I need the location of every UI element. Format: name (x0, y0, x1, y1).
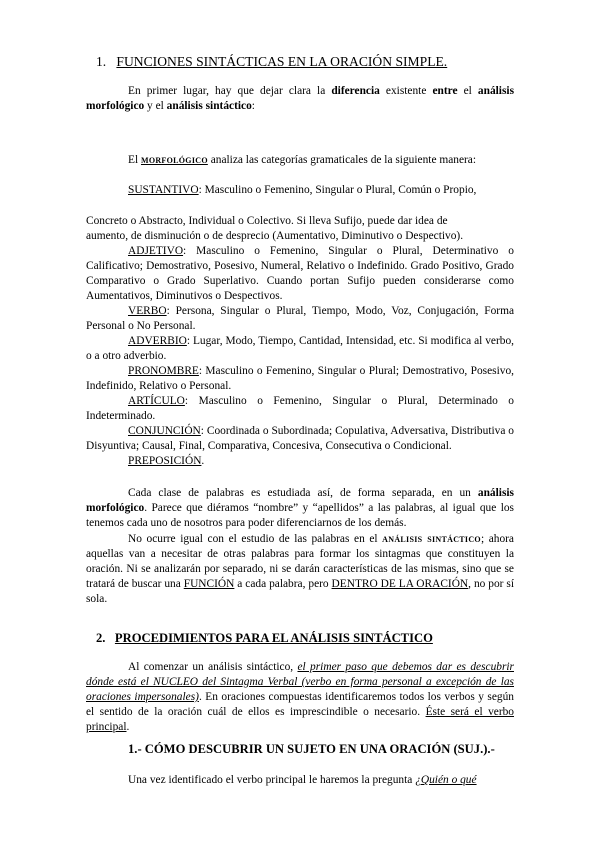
section-1-title: FUNCIONES SINTÁCTICAS EN LA ORACIÓN SIMPLE. (116, 54, 448, 69)
analisis-sintactico-term: análisis sintáctico (382, 533, 481, 545)
category-list (86, 244, 514, 469)
category-sustantivo-continued: Concreto o Abstracto, Individual o Colectivo. Si lleva Sufijo, puede dar idea de aumento, de disminución o de desprecio (Aumentativo, Diminutivo o Despectivo). (86, 215, 464, 242)
category-adjetivo: ADJETIVO: Masculino o Femenino, Singular o Plural, Determinativo o Calificativo; Demostrativo, Posesivo, Numeral, Relativo o Indefinido. Grado Positivo, Grado Comparativo o Grado Superlativo. Cuando portan Sufijo pueden considerarse como Aumentativos, Diminutivos o Despectivos. (86, 245, 514, 302)
morfologico-term: morfológico (140, 154, 208, 166)
morfologico-line: El morfológico analiza las categorías gramaticales de la siguiente manera: (128, 154, 477, 166)
section-2-number: 2. (96, 631, 106, 645)
category-adverbio: ADVERBIO: Lugar, Modo, Tiempo, Cantidad, Intensidad, etc. Si modifica al verbo, o a otro adverbio. (86, 335, 514, 362)
intro-paragraph: En primer lugar, hay que dejar clara la diferencia existente entre el análisis morfológico y el análisis sintáctico: (86, 85, 515, 112)
section-1-heading (96, 54, 516, 70)
category-conjuncion: CONJUNCIÓN: Coordinada o Subordinada; Copulativa, Adversativa, Distributiva o Disyuntiva; Causal, Final, Comparativa, Concesiva, Consecutiva o Condicional. (86, 425, 514, 452)
category-sustantivo: SUSTANTIVO: Masculino o Femenino, Singular o Plural, Común o Propio, (128, 184, 477, 196)
category-verbo: VERBO: Persona, Singular o Plural, Tiempo, Modo, Voz, Conjugación, Forma Personal o No Personal. (86, 305, 514, 332)
category-articulo: ARTÍCULO: Masculino o Femenino, Singular o Plural, Determinado o Indeterminado. (86, 395, 514, 422)
paragraph-cada-clase: Cada clase de palabras es estudiada así, de forma separada, en un análisis morfológico. Parece que diéramos “nombre” y “apellidos” a las palabras, al igual que los tenemos cada uno de nosotros para poder diferenciarnos de los demás. (86, 487, 514, 529)
paragraph-una-vez: Una vez identificado el verbo principal le haremos la pregunta ¿Quién o qué (128, 774, 477, 786)
section-2-heading (96, 630, 516, 646)
section-2-title: PROCEDIMIENTOS PARA EL ANÁLISIS SINTÁCTICO (114, 631, 433, 645)
paragraph-al-comenzar: Al comenzar un análisis sintáctico, el primer paso que debemos dar es descubrir dónde está el NUCLEO del Sintagma Verbal (verbo en forma personal a excepción de las oraciones impersonales). En oraciones compuestas identificaremos todos los verbos y según el sentido de la oración cuál de ellos es imprescindible o necesario. Éste será el verbo principal. (86, 661, 514, 733)
first-step-emphasis: el primer paso que debemos dar es descubrir dónde está el NUCLEO del Sintagma Verbal (verbo en forma personal a excepción de las oraciones impersonales) (86, 661, 514, 703)
paragraph-no-ocurre: No ocurre igual con el estudio de las palabras en el análisis sintáctico; ahora aquellas van a necesitar de otras palabras para formar los sintagmas que constituyen la oración. Ni se analizarán por separado, ni se darán características de las mismas, sino que se tratará de buscar una FUNCIÓN a cada palabra, pero DENTRO DE LA ORACIÓN, no por sí sola. (86, 533, 514, 605)
subsection-heading: 1.- CÓMO DESCUBRIR UN SUJETO EN UNA ORACIÓN (SUJ.).- (128, 742, 495, 756)
category-preposicion: PREPOSICIÓN. (128, 455, 205, 467)
category-pronombre: PRONOMBRE: Masculino o Femenino, Singular o Plural; Demostrativo, Posesivo, Indefinido, Relativo o Personal. (86, 365, 514, 392)
section-1-number: 1. (96, 54, 107, 69)
